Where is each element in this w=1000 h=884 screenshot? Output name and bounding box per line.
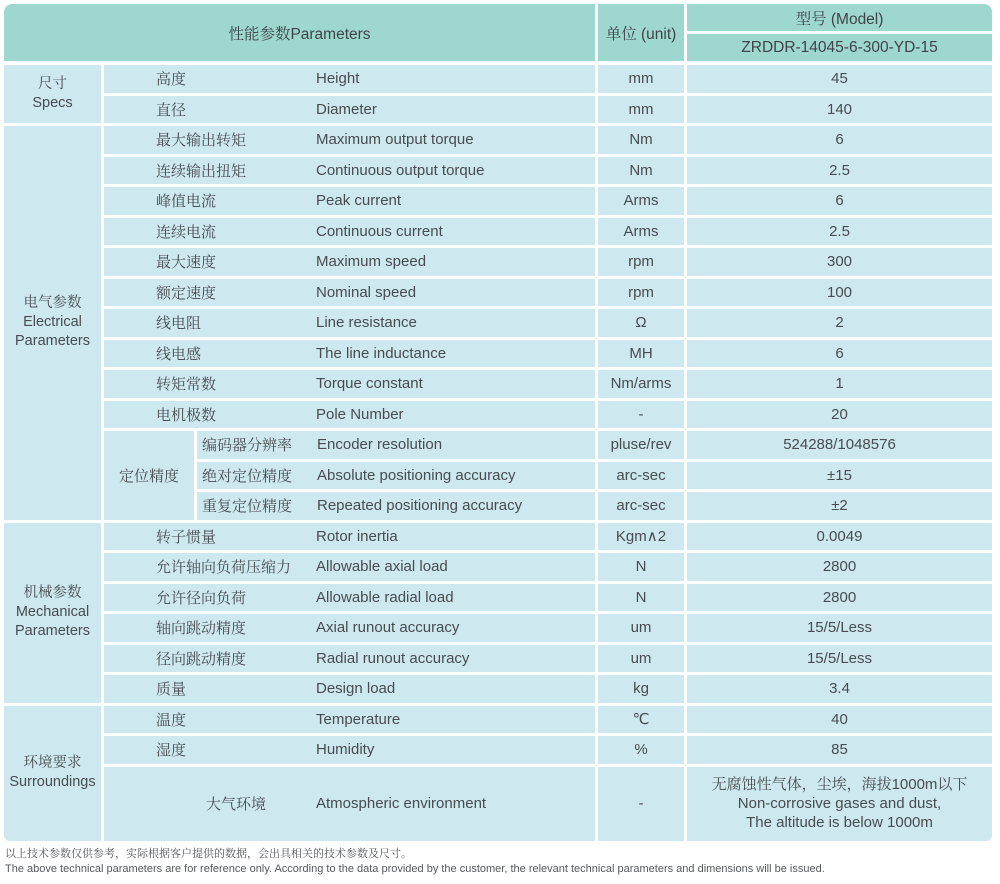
parameter-name-cell (104, 65, 595, 93)
value-cell (687, 96, 992, 124)
value-line: 6 (835, 344, 844, 362)
parameter-name-cell (104, 218, 595, 246)
value-line: 524288/1048576 (783, 436, 896, 454)
unit-cell: MH (598, 340, 684, 368)
section-surroundings (4, 706, 992, 841)
parameter-name-cn: 线电感 (156, 345, 202, 363)
parameter-row (104, 523, 992, 551)
section-label-line: 电气参数 (23, 295, 82, 312)
value-line: 2.5 (829, 222, 850, 240)
value-cell (687, 614, 992, 642)
parameter-name-cn: 峰值电流 (156, 193, 217, 211)
parameter-name-cn: 转子惯量 (156, 528, 217, 546)
value-cell (687, 218, 992, 246)
unit-cell: N (598, 584, 684, 612)
section-label-mechanical (4, 523, 101, 703)
parameter-name-en: Design load (316, 680, 396, 698)
header-unit-label: 单位 (unit) (598, 4, 684, 61)
parameter-name-cn: 编码器分辨率 (202, 437, 293, 455)
header-parameters-label: 性能参数Parameters (4, 4, 595, 61)
parameter-name-cell (104, 279, 595, 307)
unit-cell: Nm/arms (598, 370, 684, 398)
value-line: 2800 (822, 558, 857, 576)
parameter-name-cell (104, 309, 595, 337)
sub-parameter-row (197, 492, 992, 520)
parameter-name-cn: 直径 (156, 101, 187, 119)
value-cell (687, 553, 992, 581)
value-line: 100 (826, 283, 853, 301)
parameter-name-en: Continuous current (316, 222, 443, 240)
unit-cell: um (598, 645, 684, 673)
unit-cell: Arms (598, 187, 684, 215)
value-line: 20 (831, 405, 848, 423)
parameter-name-cell (104, 370, 595, 398)
value-cell (687, 462, 992, 490)
parameter-name-cell (104, 248, 595, 276)
parameter-row (104, 157, 992, 185)
section-content-surroundings (104, 706, 992, 841)
parameter-row (104, 309, 992, 337)
parameter-row (104, 370, 992, 398)
value-line: 无腐蚀性气体，尘埃，海拔1000m以下 (711, 776, 968, 793)
section-label-line: Surroundings (9, 774, 96, 790)
section-label-electrical (4, 126, 101, 520)
section-label-specs (4, 65, 101, 123)
unit-cell: rpm (598, 248, 684, 276)
table-body (4, 65, 992, 841)
parameter-name-cell (104, 126, 595, 154)
value-cell (687, 645, 992, 673)
sub-parameter-row (197, 462, 992, 490)
header-model-value: ZRDDR-14045-6-300-YD-15 (687, 34, 992, 61)
value-line: 300 (826, 253, 853, 271)
parameter-name-cell (104, 553, 595, 581)
parameter-name-cell (104, 675, 595, 703)
unit-cell: % (598, 736, 684, 764)
section-label-line: Specs (32, 95, 73, 111)
value-line: Non-corrosive gases and dust, (737, 795, 942, 812)
parameter-name-cn: 允许轴向负荷压缩力 (156, 559, 292, 577)
value-cell (687, 675, 992, 703)
value-cell (687, 126, 992, 154)
parameter-name-cell (197, 492, 595, 520)
parameter-row (104, 96, 992, 124)
value-line: 2 (835, 314, 844, 332)
unit-cell: Ω (598, 309, 684, 337)
value-line: ±15 (827, 466, 852, 484)
parameter-name-cn: 轴向跳动精度 (156, 620, 247, 638)
unit-cell: N (598, 553, 684, 581)
parameter-name-cn: 连续电流 (156, 223, 217, 241)
value-cell (687, 401, 992, 429)
parameter-name-en: Maximum speed (316, 253, 427, 271)
parameter-row (104, 645, 992, 673)
unit-cell: - (598, 767, 684, 841)
footer-note-cn: 以上技术参数仅供参考，实际根据客户提供的数据，会出具相关的技术参数及尺寸。 (5, 848, 412, 860)
parameter-name-en: Diameter (316, 100, 377, 118)
parameter-name-en: Allowable axial load (316, 558, 448, 576)
parameter-name-cn: 径向跳动精度 (156, 650, 247, 668)
parameter-name-cell (104, 187, 595, 215)
value-cell (687, 370, 992, 398)
value-cell (687, 279, 992, 307)
sub-parameter-row (197, 431, 992, 459)
parameter-name-en: Encoder resolution (317, 436, 443, 454)
section-mechanical (4, 523, 992, 703)
unit-cell: pluse/rev (598, 431, 684, 459)
parameter-name-en: Line resistance (316, 314, 417, 332)
parameter-name-en: Humidity (316, 741, 375, 759)
parameter-name-cell (197, 431, 595, 459)
positioning-accuracy-label: 定位精度 (104, 431, 194, 520)
value-line: The altitude is below 1000m (746, 814, 933, 831)
footer-note-en: The above technical parameters are for reference only. According to the data provided by the customer, the relevant technical parameters and dimensions will be issued. (5, 863, 825, 875)
parameter-row (104, 248, 992, 276)
parameter-name-cell (104, 645, 595, 673)
parameter-name-cell (104, 523, 595, 551)
parameter-name-en: Radial runout accuracy (316, 649, 470, 667)
section-label-line: 机械参数 (23, 585, 82, 601)
section-label-line: Mechanical (15, 604, 90, 620)
parameter-name-en: Axial runout accuracy (316, 619, 460, 637)
parameter-name-en: Rotor inertia (316, 527, 398, 545)
parameter-name-cn: 转矩常数 (156, 376, 217, 394)
value-line: 0.0049 (816, 527, 863, 545)
positioning-accuracy-rows (197, 431, 992, 520)
value-line: ±2 (831, 497, 848, 515)
parameter-row (104, 187, 992, 215)
spec-table (4, 4, 992, 841)
section-specs (4, 65, 992, 123)
unit-cell: rpm (598, 279, 684, 307)
parameter-name-en: Allowable radial load (316, 588, 454, 606)
section-label-surroundings (4, 706, 101, 841)
parameter-row (104, 218, 992, 246)
parameter-name-cn: 绝对定位精度 (202, 467, 293, 485)
section-label-line: Parameters (15, 623, 90, 639)
parameter-name-cell (104, 706, 595, 734)
parameter-name-cn: 湿度 (156, 742, 187, 760)
parameter-name-cn: 温度 (156, 711, 187, 729)
parameter-row (104, 279, 992, 307)
value-line: 2.5 (829, 161, 850, 179)
unit-cell: arc-sec (598, 492, 684, 520)
parameter-row (104, 401, 992, 429)
unit-cell: um (598, 614, 684, 642)
parameter-row (104, 340, 992, 368)
parameter-name-cn: 线电阻 (156, 315, 202, 333)
parameter-name-en: Torque constant (316, 375, 423, 393)
parameter-name-en: Height (316, 70, 360, 88)
parameter-row (104, 65, 992, 93)
parameter-name-cn: 高度 (156, 71, 187, 89)
unit-cell: kg (598, 675, 684, 703)
header-model-column (687, 4, 992, 61)
value-cell (687, 309, 992, 337)
value-line: 85 (831, 741, 848, 759)
value-line: 140 (826, 100, 853, 118)
parameter-name-en: Repeated positioning accuracy (317, 497, 523, 515)
value-line: 15/5/Less (806, 649, 873, 667)
parameter-name-cell (104, 96, 595, 124)
parameter-name-cn: 最大速度 (156, 254, 217, 272)
value-cell (687, 492, 992, 520)
section-content-mechanical (104, 523, 992, 703)
parameter-name-cell (104, 736, 595, 764)
parameter-name-cell (104, 767, 595, 841)
section-content-specs (104, 65, 992, 123)
parameter-name-cn: 大气环境 (205, 796, 266, 813)
value-line: 15/5/Less (806, 619, 873, 637)
parameter-name-en: Continuous output torque (316, 161, 485, 179)
unit-cell: Nm (598, 126, 684, 154)
parameter-name-en: Nominal speed (316, 283, 417, 301)
value-line: 45 (831, 70, 848, 88)
parameter-name-cn: 连续输出扭矩 (156, 162, 247, 180)
value-cell (687, 736, 992, 764)
unit-cell: Arms (598, 218, 684, 246)
value-cell (687, 767, 992, 841)
parameter-name-cell (104, 157, 595, 185)
parameter-name-en: Absolute positioning accuracy (317, 466, 516, 484)
value-line: 3.4 (829, 680, 850, 698)
value-cell (687, 706, 992, 734)
value-line: 6 (835, 131, 844, 149)
parameter-row (104, 126, 992, 154)
section-label-line: Parameters (15, 333, 90, 350)
value-line: 6 (835, 192, 844, 210)
parameter-name-cn: 允许径向负荷 (156, 589, 247, 607)
parameter-row (104, 553, 992, 581)
value-cell (687, 65, 992, 93)
section-content-electrical (104, 126, 992, 520)
value-cell (687, 523, 992, 551)
parameter-name-cell (104, 584, 595, 612)
section-electrical (4, 126, 992, 520)
parameter-name-en: Temperature (316, 710, 401, 728)
parameter-name-cell (104, 401, 595, 429)
unit-cell: mm (598, 96, 684, 124)
parameter-name-en: Pole Number (316, 405, 404, 423)
section-label-line: Electrical (23, 314, 82, 331)
parameter-name-cn: 最大输出转矩 (156, 132, 247, 150)
unit-cell: mm (598, 65, 684, 93)
unit-cell: Nm (598, 157, 684, 185)
unit-cell: - (598, 401, 684, 429)
table-header (4, 4, 992, 61)
parameter-name-cell (104, 614, 595, 642)
value-cell (687, 157, 992, 185)
parameter-name-cell (104, 340, 595, 368)
header-model-label: 型号 (Model) (687, 4, 992, 31)
parameter-row (104, 706, 992, 734)
parameter-name-cn: 电机极数 (156, 406, 217, 424)
parameter-name-cell (197, 462, 595, 490)
value-cell (687, 584, 992, 612)
parameter-row (104, 736, 992, 764)
parameter-name-cn: 质量 (156, 681, 187, 699)
unit-cell: arc-sec (598, 462, 684, 490)
value-line: 40 (831, 710, 848, 728)
section-label-line: 尺寸 (38, 76, 67, 92)
parameter-name-cn: 重复定位精度 (202, 498, 293, 516)
value-cell (687, 431, 992, 459)
value-cell (687, 340, 992, 368)
section-label-line: 环境要求 (23, 755, 82, 771)
parameter-name-cn: 额定速度 (156, 284, 217, 302)
parameter-name-en: Atmospheric environment (316, 795, 487, 812)
unit-cell: Kgm∧2 (598, 523, 684, 551)
parameter-row (104, 675, 992, 703)
value-cell (687, 248, 992, 276)
footer-notes (5, 847, 995, 877)
positioning-accuracy-group (104, 431, 992, 520)
parameter-row (104, 584, 992, 612)
value-cell (687, 187, 992, 215)
parameter-name-en: The line inductance (316, 344, 447, 362)
value-line: 2800 (822, 588, 857, 606)
parameter-row (104, 767, 992, 841)
parameter-row (104, 614, 992, 642)
value-line: 1 (835, 375, 844, 393)
unit-cell: ℃ (598, 706, 684, 734)
parameter-name-en: Maximum output torque (316, 131, 474, 149)
parameter-name-en: Peak current (316, 192, 402, 210)
